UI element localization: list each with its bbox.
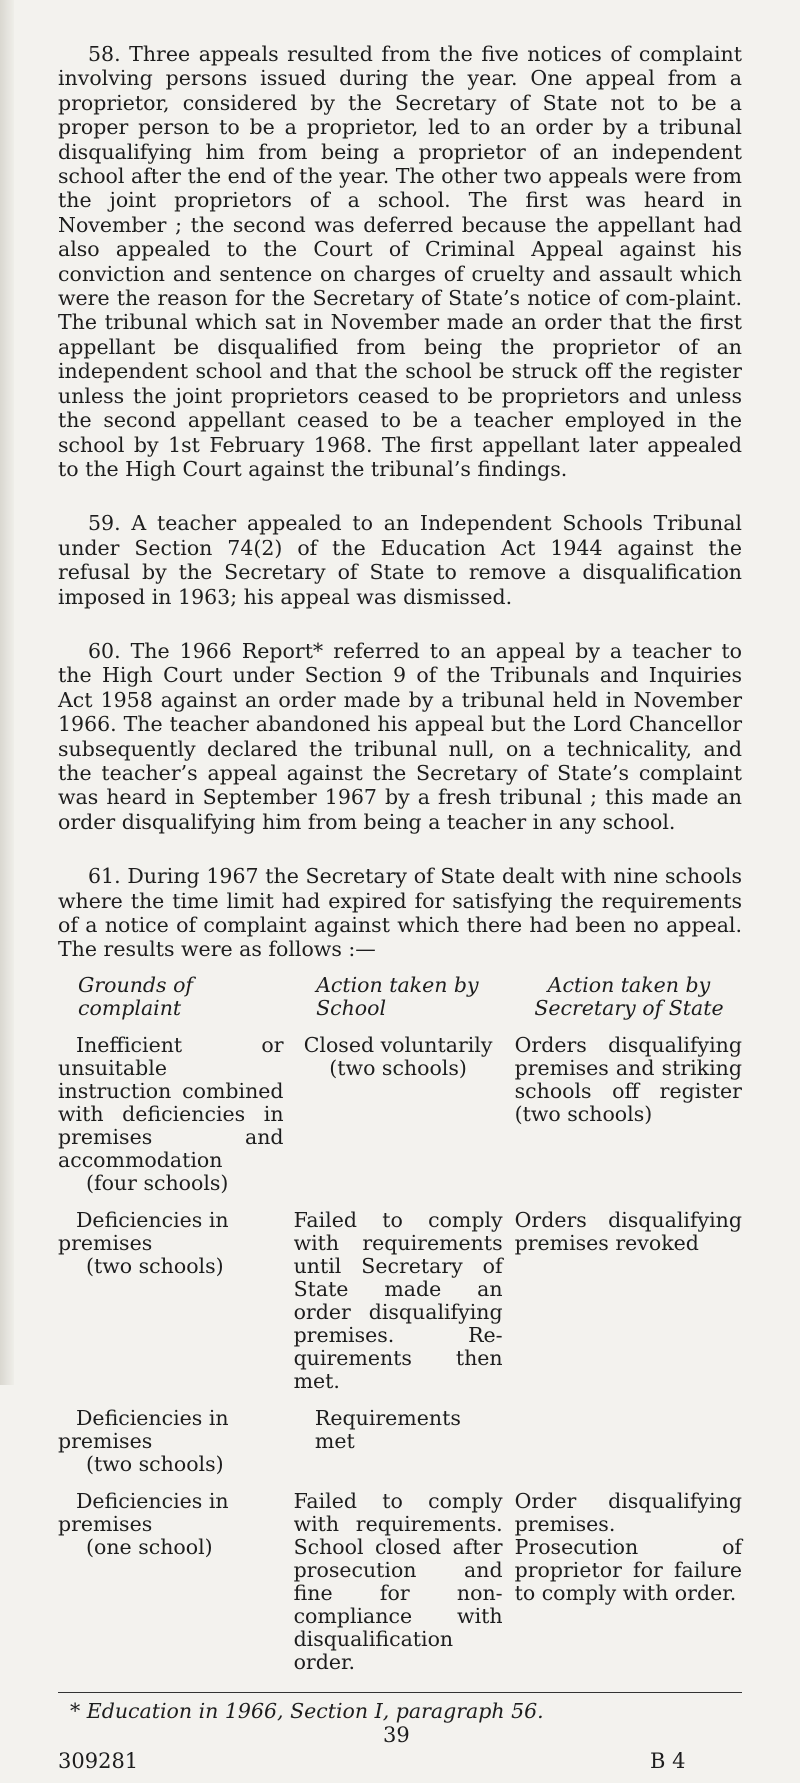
- results-table: [58, 974, 742, 1674]
- grounds-count: (four schools): [86, 1170, 229, 1195]
- row-grounds: [58, 1490, 284, 1674]
- grounds-count: (two schools): [86, 1451, 224, 1476]
- row-school-action: Closed voluntarily (two schools): [303, 1032, 493, 1080]
- row-state-action: [515, 1407, 742, 1476]
- paragraph-59: 59. A teacher appealed to an Independent Schools Tribunal under Section 74(2) of the Education Act 1944 against the refusal by the Secretary of State to remove a disqualification imposed in 1963; his appeal was dismissed.: [58, 511, 742, 609]
- grounds-text: Inefficient or unsuitable instruction combined with deficiencies in premises and accommodation: [58, 1032, 284, 1172]
- signature-mark: B 4: [650, 1748, 686, 1773]
- paragraph-58: 58. Three appeals resulted from the five notices of complaint involving persons issued during the year. One appeal from a proprietor, considered by the Secretary of State not to be a proper person to be a proprietor, led to an order by a tribunal disqualifying him from being a proprietor of an independent school after the end of the year. The other two appeals were from the joint proprietors of a school. The first was heard in November ; the second was deferred because the appellant had also appealed to the Court of Criminal Appeal against his conviction and sentence on charges of cruelty and assault which were the reason for the Secretary of State’s notice of com-plaint. The tribunal which sat in November made an order that the first appellant be disqualified from being the proprietor of an independent school and that the school be struck off the register unless the joint proprietors ceased to be proprietors and unless the second appellant ceased to be a teacher employed in the school by 1st February 1968. The first appellant later appealed to the High Court against the tribunal’s findings.: [58, 42, 742, 481]
- table-header: [58, 974, 742, 1020]
- row-state-action: Orders disqualifying premises and striking schools off register (two schools): [514, 1032, 742, 1126]
- table-row: [58, 1209, 742, 1393]
- paragraph-60: 60. The 1966 Report* referred to an appeal by a teacher to the High Court under Section 9 of the Tribunals and Inquiries Act 1958 against an order made by a tribunal held in November 1966. The teacher abandoned his appeal but the Lord Chancellor subsequently declared the tribunal null, on a technicality, and the teacher’s appeal against the Secretary of State’s complaint was heard in September 1967 by a fresh tribunal ; this made an order disqualifying him from being a teacher in any school.: [58, 638, 742, 834]
- row-grounds: [58, 1209, 284, 1393]
- grounds-count: (two schools): [86, 1253, 224, 1278]
- grounds-text: Deficiencies in premises: [58, 1488, 229, 1536]
- row-state-action: Orders disqualifying premises revoked: [514, 1207, 742, 1255]
- page-edge-shadow: [0, 0, 14, 1385]
- footnote: * Education in 1966, Section I, paragraph 56.: [70, 1698, 544, 1723]
- table-row: [58, 1034, 742, 1195]
- paragraph-61: 61. During 1967 the Secretary of State dealt with nine schools where the time limit had expired for satisfying the requirements of a notice of complaint against which there had been no appeal. The results were as follows :—: [58, 864, 742, 962]
- row-state-action: Order disqualifying premises. Prosecution of proprietor for failure to comply with order.: [514, 1488, 742, 1605]
- header-state-action: Action taken by Secretary of State: [534, 972, 724, 1020]
- header-school-action: Action taken by School: [316, 972, 479, 1020]
- footnote-divider: [58, 1692, 742, 1693]
- print-code: 309281: [58, 1748, 139, 1773]
- table-row: [58, 1490, 742, 1674]
- grounds-text: Deficiencies in premises: [58, 1207, 229, 1255]
- header-grounds: Grounds of complaint: [78, 972, 194, 1020]
- row-grounds: [58, 1407, 283, 1476]
- row-school-action: Failed to comply with requirements. School closed after prosecution and fine for non-compliance with disqualification order.: [293, 1488, 503, 1674]
- row-school-action: Failed to comply with requirements until Secretary of State made an order disqualifying premises. Re-quirements then met.: [293, 1207, 503, 1393]
- table-row: [58, 1407, 742, 1476]
- grounds-count: (one school): [86, 1534, 213, 1559]
- page-footer: [58, 1723, 742, 1783]
- grounds-text: Deficiencies in premises: [58, 1405, 229, 1453]
- row-school-action: Requirements met: [314, 1405, 461, 1453]
- page-number: 39: [383, 1722, 410, 1747]
- row-grounds: [58, 1034, 284, 1195]
